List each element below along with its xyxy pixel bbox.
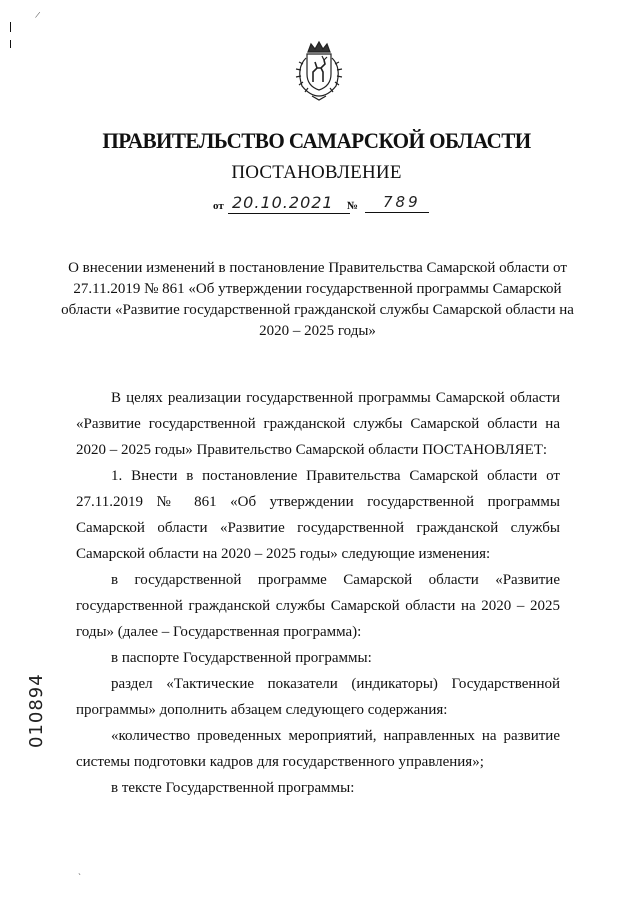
scan-mark: / bbox=[34, 9, 41, 22]
body-paragraph: «количество проведенных мероприятий, направленных на развитие системы подготовки кадров для государственного управления»; bbox=[76, 728, 560, 770]
decree-title: ПОСТАНОВЛЕНИЕ bbox=[231, 162, 402, 183]
body-paragraph: В целях реализации государственной программы Самарской области «Развитие государственной гражданской службы Самарской области на 2020 – 2025 годы» Правительство Самарской области ПОСТАНОВЛЯЕТ: bbox=[76, 390, 560, 458]
decree-subject: О внесении изменений в постановление Правительства Самарской области от 27.11.2019 № 861 «Об утверждении государственной программы Самарской области «Развитие государственной гражданской службы Самарской области на 2020 – 2025 годы» bbox=[61, 260, 574, 339]
body-paragraph: в тексте Государственной программы: bbox=[111, 780, 355, 796]
body-paragraph: в государственной программе Самарской области «Развитие государственной гражданской службы Самарской области на 2020 – 2025 годы» (далее – Государственная программа): bbox=[76, 572, 560, 640]
decree-number: 789 bbox=[365, 192, 429, 213]
date-number-line bbox=[213, 194, 433, 216]
decree-date: 20.10.2021 bbox=[228, 193, 350, 214]
scan-mark: ` bbox=[78, 872, 81, 882]
number-prefix: № bbox=[347, 200, 359, 212]
government-title: ПРАВИТЕЛЬСТВО САМАРСКОЙ ОБЛАСТИ bbox=[102, 128, 531, 153]
body-paragraph: раздел «Тактические показатели (индикаторы) Государственной программы» дополнить абзацем следующего содержания: bbox=[76, 676, 560, 718]
decree-body bbox=[76, 385, 560, 801]
scan-mark bbox=[10, 22, 11, 32]
side-serial-number: 010894 bbox=[26, 673, 47, 748]
body-paragraph: в паспорте Государственной программы: bbox=[111, 650, 372, 666]
date-prefix: от bbox=[213, 200, 224, 212]
coat-of-arms-icon bbox=[284, 38, 354, 102]
body-paragraph: 1. Внести в постановление Правительства Самарской области от 27.11.2019 № 861 «Об утверждении государственной программы Самарской области «Развитие государственной гражданской службы Самарской области на 2020 – 2025 годы» следующие изменения: bbox=[76, 468, 560, 562]
scan-mark bbox=[10, 40, 11, 48]
